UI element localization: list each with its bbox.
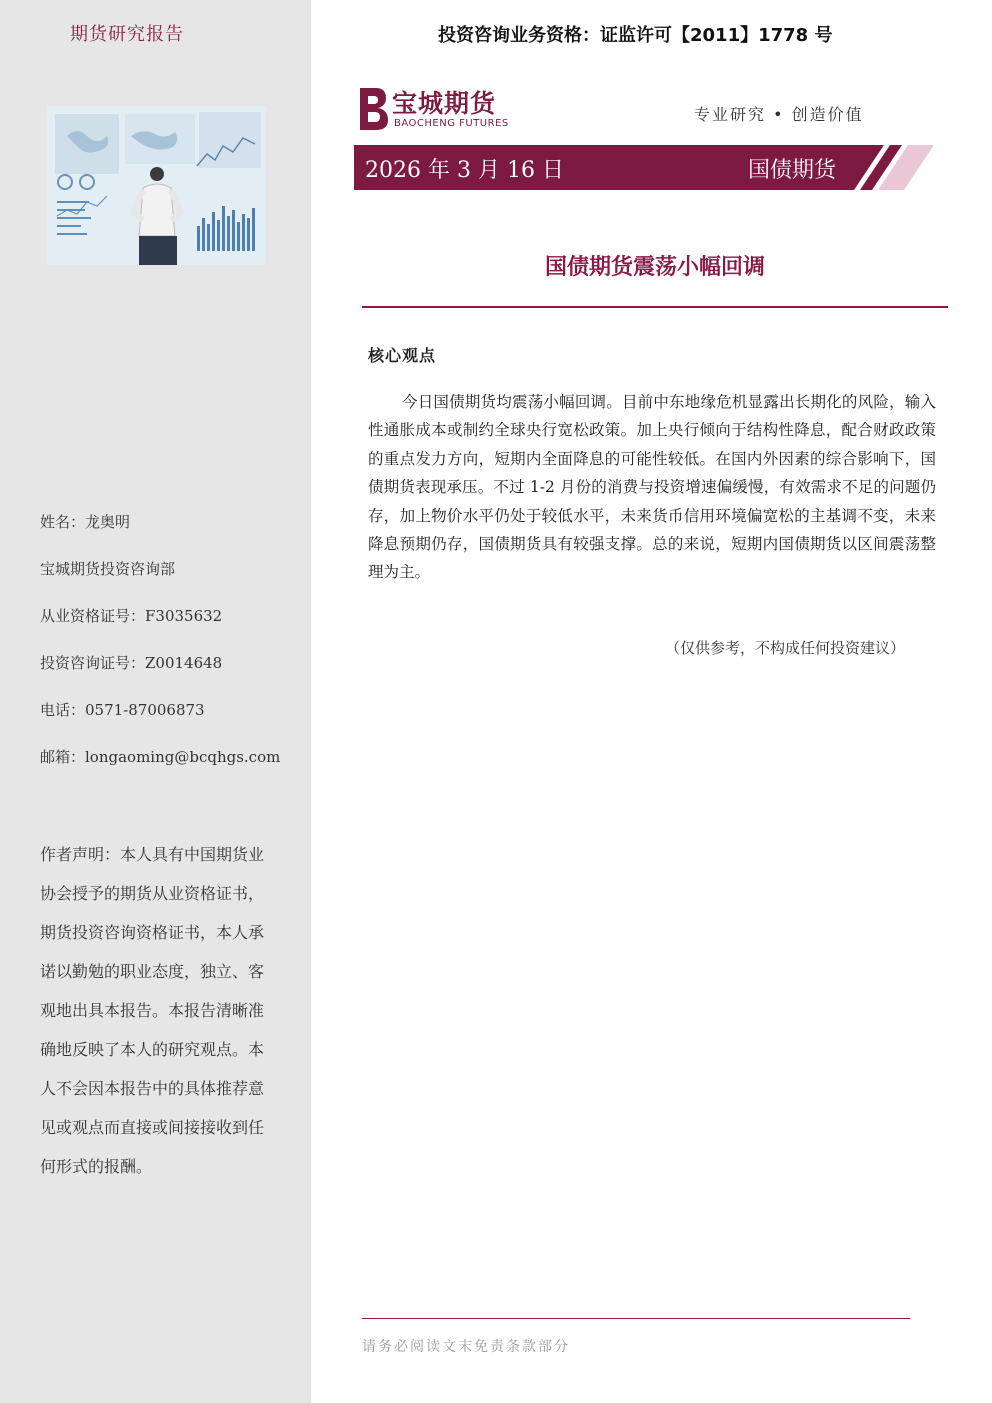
- author-advisory-cert: 投资咨询证号：Z0014648: [40, 654, 223, 672]
- logo-mark-icon: [354, 84, 390, 132]
- disclaimer-note: （仅供参考，不构成任何投资建议）: [665, 639, 906, 657]
- logo-text-cn: 宝城期货: [392, 89, 497, 118]
- analyst-dashboard-illustration: [47, 106, 266, 265]
- report-body: 今日国债期货均震荡小幅回调。目前中东地缘危机显露出长期化的风险，输入性通胀成本或制约全球央行宽松政策。加上央行倾向于结构性降息，配合财政政策的重点发力方向，短期内全面降息的可能性较低。在国内外因素的综合影响下，国债期货表现承压。不过 1-2 月份的消费与投资增速偏缓慢，有效需求不足的问题仍存，加上物价水平仍处于较低水平，未来货币信用环境偏宽松的主基调不变，未来降息预期仍存，国债期货具有较强支撑。总的来说，短期内国债期货以区间震荡整理为主。: [368, 393, 936, 582]
- sidebar-title: 期货研究报告: [70, 24, 184, 45]
- slogan: 专业研究 • 创造价值: [694, 105, 864, 124]
- section-heading: 核心观点: [368, 346, 437, 365]
- author-qualification-cert: 从业资格证号：F3035632: [40, 607, 223, 625]
- report-date: 2026 年 3 月 16 日: [365, 158, 564, 183]
- hero-image: [47, 106, 266, 265]
- author-info: [40, 508, 280, 790]
- title-divider: [362, 306, 948, 308]
- company-logo: [354, 84, 524, 132]
- footer-divider: [362, 1318, 910, 1319]
- report-title: 国债期货震荡小幅回调: [544, 255, 765, 280]
- sidebar: [0, 0, 311, 1403]
- qualification-line: 投资咨询业务资格：证监许可【2011】1778 号: [438, 25, 833, 46]
- report-category: 国债期货: [748, 158, 837, 183]
- author-department: 宝城期货投资咨询部: [40, 560, 176, 578]
- footer-notice: 请务必阅读文末免责条款部分: [362, 1339, 570, 1355]
- author-email[interactable]: 邮箱：longaoming@bcqhgs.com: [40, 748, 281, 766]
- author-phone: 电话：0571-87006873: [40, 701, 205, 719]
- author-name: 姓名：龙奥明: [40, 513, 131, 531]
- author-statement: 作者声明：本人具有中国期货业协会授予的期货从业资格证书，期货投资咨询资格证书，本人承诺以勤勉的职业态度，独立、客观地出具本报告。本报告清晰准确地反映了本人的研究观点。本人不会因本报告中的具体推荐意见或观点而直接或间接接收到任何形式的报酬。: [40, 845, 265, 1176]
- logo-text-en: BAOCHENG FUTURES: [394, 118, 509, 129]
